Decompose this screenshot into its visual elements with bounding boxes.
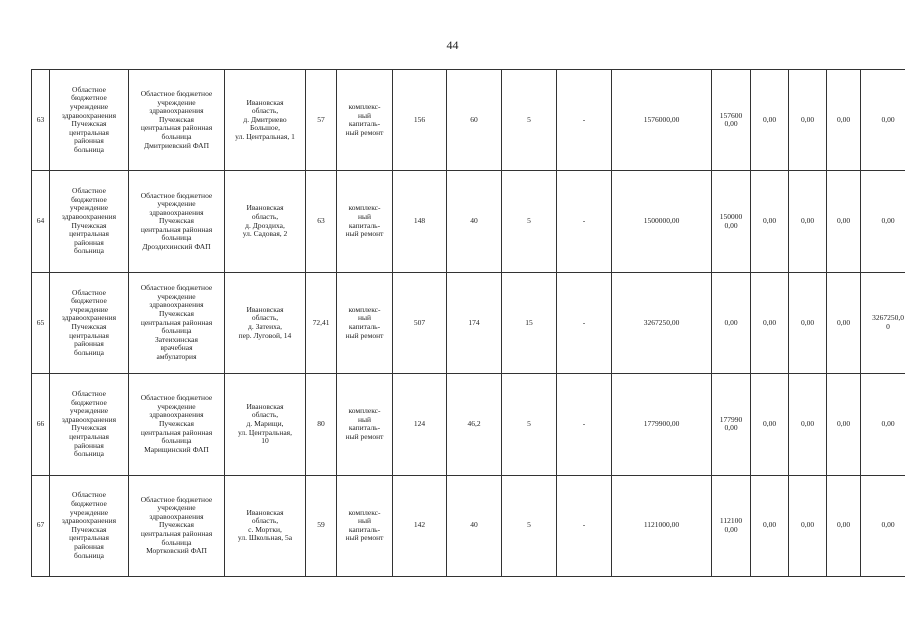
facility-cell: Областное бюджетное учреждение здравоохранения Пучежская центральная районная больница Марищинский ФАП [129, 374, 225, 475]
address-cell: Ивановская область, д. Затеиха, пер. Луговой, 14 [225, 272, 306, 373]
amount-cell: 0,00 [789, 272, 827, 373]
work-type-cell: комплекс- ный капиталь- ный ремонт [337, 475, 393, 576]
value-cell: 5 [502, 70, 557, 171]
amount-cell: 0,00 [827, 475, 861, 576]
total-cost-cell: 1576000,00 [612, 70, 712, 171]
amount-cell: 177990 0,00 [712, 374, 751, 475]
facility-cell: Областное бюджетное учреждение здравоохранения Пучежская центральная районная больница Дроздихинский ФАП [129, 171, 225, 272]
amount-cell: 150000 0,00 [712, 171, 751, 272]
amount-cell: 0,00 [712, 272, 751, 373]
amount-cell: 3267250,0 0 [861, 272, 905, 373]
total-cost-cell: 3267250,00 [612, 272, 712, 373]
amount-cell: 0,00 [789, 475, 827, 576]
table-row [32, 475, 905, 576]
row-number: 67 [32, 475, 50, 576]
value-cell: 507 [393, 272, 447, 373]
amount-cell: 0,00 [751, 272, 789, 373]
value-cell: 5 [502, 171, 557, 272]
value-cell: 40 [447, 171, 502, 272]
work-type-cell: комплекс- ный капиталь- ный ремонт [337, 171, 393, 272]
organization-cell: Областное бюджетное учреждение здравоохранения Пучежская центральная районная больница [50, 272, 129, 373]
amount-cell: 0,00 [861, 475, 905, 576]
value-cell: 46,2 [447, 374, 502, 475]
value-cell: 148 [393, 171, 447, 272]
amount-cell: 157600 0,00 [712, 70, 751, 171]
total-cost-cell: 1121000,00 [612, 475, 712, 576]
amount-cell: 0,00 [751, 70, 789, 171]
amount-cell: 0,00 [789, 70, 827, 171]
organization-cell: Областное бюджетное учреждение здравоохранения Пучежская центральная районная больница [50, 475, 129, 576]
amount-cell: 0,00 [827, 70, 861, 171]
value-cell: 5 [502, 475, 557, 576]
value-cell: - [557, 171, 612, 272]
work-type-cell: комплекс- ный капиталь- ный ремонт [337, 272, 393, 373]
area-cell: 59 [306, 475, 337, 576]
value-cell: - [557, 374, 612, 475]
work-type-cell: комплекс- ный капиталь- ный ремонт [337, 374, 393, 475]
value-cell: 174 [447, 272, 502, 373]
organization-cell: Областное бюджетное учреждение здравоохранения Пучежская центральная районная больница [50, 70, 129, 171]
value-cell: 40 [447, 475, 502, 576]
amount-cell: 0,00 [827, 171, 861, 272]
work-type-cell: комплекс- ный капиталь- ный ремонт [337, 70, 393, 171]
table-row [32, 70, 905, 171]
value-cell: - [557, 272, 612, 373]
area-cell: 57 [306, 70, 337, 171]
total-cost-cell: 1500000,00 [612, 171, 712, 272]
row-number: 63 [32, 70, 50, 171]
table-row [32, 272, 905, 373]
amount-cell: 0,00 [861, 70, 905, 171]
value-cell: 60 [447, 70, 502, 171]
facility-cell: Областное бюджетное учреждение здравоохранения Пучежская центральная районная больница Затеихинская врачебная амбулатория [129, 272, 225, 373]
organization-cell: Областное бюджетное учреждение здравоохранения Пучежская центральная районная больница [50, 171, 129, 272]
amount-cell: 0,00 [789, 171, 827, 272]
value-cell: 142 [393, 475, 447, 576]
address-cell: Ивановская область, д. Дмитриево Большое, ул. Центральная, 1 [225, 70, 306, 171]
address-cell: Ивановская область, д. Дроздиха, ул. Садовая, 2 [225, 171, 306, 272]
organization-cell: Областное бюджетное учреждение здравоохранения Пучежская центральная районная больница [50, 374, 129, 475]
total-cost-cell: 1779900,00 [612, 374, 712, 475]
address-cell: Ивановская область, д. Марищи, ул. Центральная, 10 [225, 374, 306, 475]
facility-cell: Областное бюджетное учреждение здравоохранения Пучежская центральная районная больница Дмитриевский ФАП [129, 70, 225, 171]
area-cell: 80 [306, 374, 337, 475]
row-number: 64 [32, 171, 50, 272]
value-cell: 15 [502, 272, 557, 373]
amount-cell: 0,00 [827, 272, 861, 373]
table-row [32, 171, 905, 272]
row-number: 65 [32, 272, 50, 373]
facilities-table [31, 69, 905, 577]
amount-cell: 0,00 [861, 171, 905, 272]
amount-cell: 112100 0,00 [712, 475, 751, 576]
page-number: 44 [446, 38, 459, 52]
amount-cell: 0,00 [789, 374, 827, 475]
value-cell: - [557, 70, 612, 171]
value-cell: 156 [393, 70, 447, 171]
amount-cell: 0,00 [751, 374, 789, 475]
facility-cell: Областное бюджетное учреждение здравоохранения Пучежская центральная районная больница Мортковский ФАП [129, 475, 225, 576]
address-cell: Ивановская область, с. Мортки, ул. Школьная, 5а [225, 475, 306, 576]
amount-cell: 0,00 [751, 171, 789, 272]
value-cell: - [557, 475, 612, 576]
area-cell: 72,41 [306, 272, 337, 373]
row-number: 66 [32, 374, 50, 475]
amount-cell: 0,00 [861, 374, 905, 475]
area-cell: 63 [306, 171, 337, 272]
amount-cell: 0,00 [751, 475, 789, 576]
value-cell: 5 [502, 374, 557, 475]
value-cell: 124 [393, 374, 447, 475]
table-row [32, 374, 905, 475]
amount-cell: 0,00 [827, 374, 861, 475]
